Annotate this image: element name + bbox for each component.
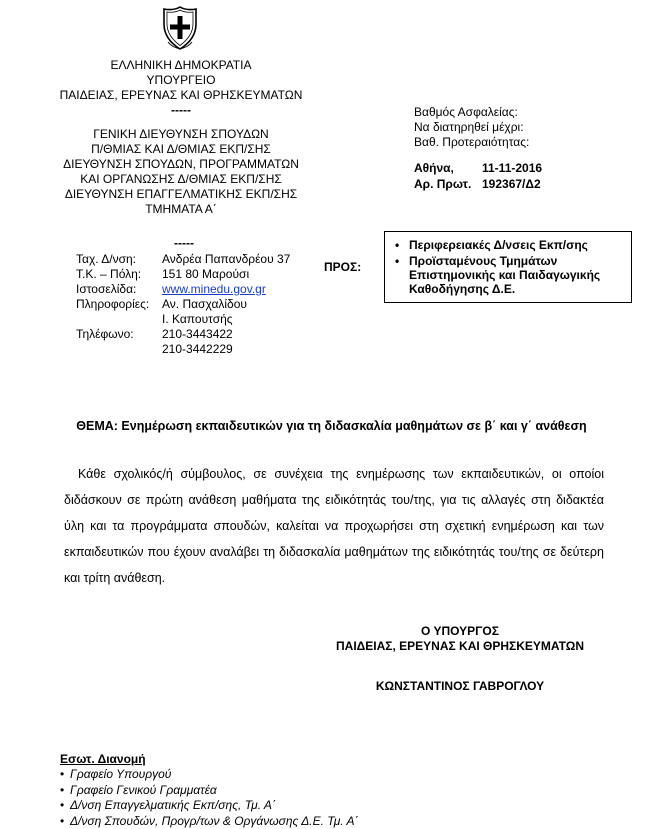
phone-value: 210-3442229 (162, 342, 233, 357)
directorates-header (46, 127, 316, 217)
protocol-label: Αρ. Πρωτ. (414, 176, 482, 192)
date-protocol (414, 160, 542, 192)
directorate-line: ΔΙΕΥΘΥΝΣΗ ΕΠΑΓΓΕΛΜΑΤΙΚΗΣ ΕΚΠ/ΣΗΣ (46, 187, 316, 202)
distribution-item: • Γραφείο Γενικού Γραμματέα (60, 783, 359, 799)
recipients-box (384, 231, 632, 303)
ministry-label: ΥΠΟΥΡΓΕΙΟ (46, 73, 316, 88)
retention: Να διατηρηθεί μέχρι: (414, 120, 529, 135)
contact-info (76, 252, 290, 357)
recipients-label: ΠΡΟΣ: (324, 260, 361, 274)
country-name: ΕΛΛΗΝΙΚΗ ΔΗΜΟΚΡΑΤΙΑ (46, 58, 316, 73)
contact-separator: ----- (174, 236, 194, 250)
header-separator: ----- (46, 103, 316, 118)
recipient-item: • Προϊσταμένους Τμημάτων Επιστημονικής και Παιδαγωγικής Καθοδήγησης Δ.Ε. (393, 254, 625, 296)
signature-block (330, 624, 590, 694)
body-paragraph (64, 461, 604, 591)
document-date: 11-11-2016 (482, 160, 542, 176)
phone-label: Τηλέφωνο: (76, 327, 162, 342)
body-text: Κάθε σχολικός/ή σύμβουλος, σε συνέχεια της ενημέρωσης των εκπαιδευτικών, οι οποίοι διδάσκουν σε πρώτη ανάθεση μαθήματα της ειδικότητάς του/της, για τις αλλαγές στη διδακτέα ύλη και τα προγράμματα σπουδών, καλείται να προχωρήσει στη σχετική ενημέρωση και των εκπαιδευτικών που έχουν αναλάβει τη διδασκαλία μαθημάτων της ειδικότητάς του/της σε δεύτερη και τρίτη ανάθεση. (64, 467, 604, 585)
info-value: Ι. Καπουτσής (162, 312, 233, 327)
distribution-item: • Γραφείο Υπουργού (60, 767, 359, 783)
directorate-line: ΔΙΕΥΘΥΝΣΗ ΣΠΟΥΔΩΝ, ΠΡΟΓΡΑΜΜΑΤΩΝ (46, 157, 316, 172)
distribution-item: • Δ/νση Σπουδών, Προγρ/των & Οργάνωσης Δ.Ε. Τμ. Α΄ (60, 814, 359, 829)
directorate-line: ΚΑΙ ΟΡΓΑΝΩΣΗΣ Δ/ΘΜΙΑΣ ΕΚΠ/ΣΗΣ (46, 172, 316, 187)
ministry-header (46, 58, 316, 118)
internal-distribution (60, 752, 359, 829)
signature-title: Ο ΥΠΟΥΡΓΟΣ (330, 624, 590, 639)
info-label: Πληροφορίες: (76, 297, 162, 312)
subject-line: ΘΕΜΑ: Ενημέρωση εκπαιδευτικών για τη διδασκαλία μαθημάτων σε β΄ και γ΄ ανάθεση (0, 419, 663, 433)
signature-ministry: ΠΑΙΔΕΙΑΣ, ΕΡΕΥΝΑΣ ΚΑΙ ΘΡΗΣΚΕΥΜΑΤΩΝ (330, 639, 590, 654)
security-level: Βαθμός Ασφαλείας: (414, 105, 529, 120)
info-value: Αν. Πασχαλίδου (162, 297, 247, 312)
priority: Βαθ. Προτεραιότητας: (414, 135, 529, 150)
directorate-line: Π/ΘΜΙΑΣ ΚΑΙ Δ/ΘΜΙΑΣ ΕΚΠ/ΣΗΣ (46, 142, 316, 157)
place-label: Αθήνα, (414, 160, 482, 176)
postal-value: 151 80 Μαρούσι (162, 267, 249, 282)
website-link[interactable]: www.minedu.gov.gr (162, 282, 266, 297)
protocol-number: 192367/Δ2 (482, 176, 541, 192)
security-info (414, 105, 529, 150)
website-label: Ιστοσελίδα: (76, 282, 162, 297)
hellenic-emblem-icon (162, 6, 198, 50)
directorate-line: ΓΕΝΙΚΗ ΔΙΕΥΘΥΝΣΗ ΣΠΟΥΔΩΝ (46, 127, 316, 142)
ministry-name: ΠΑΙΔΕΙΑΣ, ΕΡΕΥΝΑΣ ΚΑΙ ΘΡΗΣΚΕΥΜΑΤΩΝ (46, 88, 316, 103)
address-value: Ανδρέα Παπανδρέου 37 (162, 252, 290, 267)
distribution-item: • Δ/νση Επαγγελματικής Εκπ/σης, Τμ. Α΄ (60, 798, 359, 814)
postal-label: Τ.Κ. – Πόλη: (76, 267, 162, 282)
signatory-name: ΚΩΝΣΤΑΝΤΙΝΟΣ ΓΑΒΡΟΓΛΟΥ (330, 679, 590, 694)
distribution-title: Εσωτ. Διανομή (60, 752, 359, 767)
address-label: Ταχ. Δ/νση: (76, 252, 162, 267)
phone-value: 210-3443422 (162, 327, 233, 342)
recipient-item: • Περιφερειακές Δ/νσεις Εκπ/σης (393, 238, 625, 252)
directorate-line: ΤΜΗΜΑΤΑ Α΄ (46, 202, 316, 217)
